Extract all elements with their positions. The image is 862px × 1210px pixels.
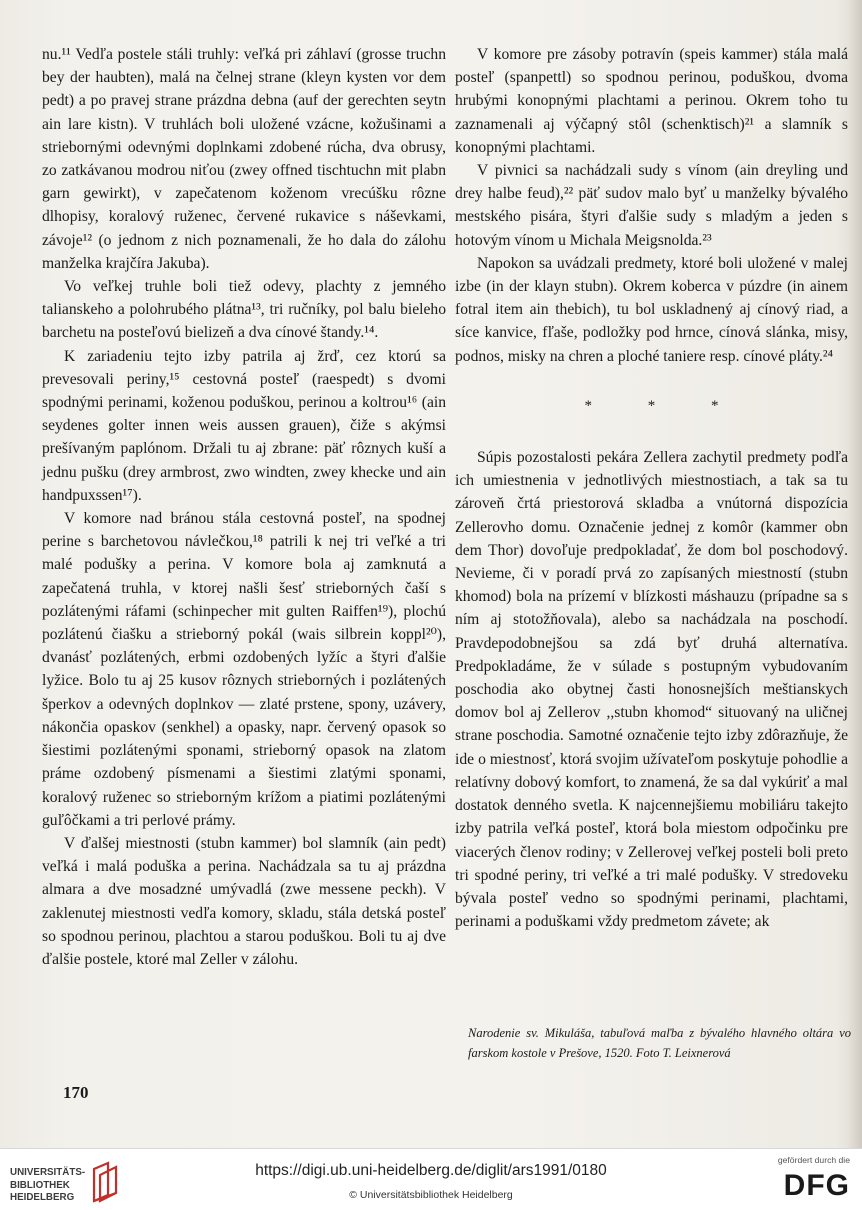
section-divider: * * *: [584, 397, 745, 414]
paragraph: V komore pre zásoby potravín (speis kammer) stála malá posteľ (spanpettl) so spodnou perinou, poduškou, dvoma hrubými konopnými plachtami a perinou. Okrem toho tu zaznamenali aj výčapný stôl (schenktisch)²¹ a slamník s konopnými plachtami.: [455, 46, 848, 156]
library-logo-text: UNIVERSITÄTS- BIBLIOTHEK HEIDELBERG: [10, 1167, 86, 1204]
paragraph: Napokon sa uvádzali predmety, ktoré boli uložené v malej izbe (in der klayn stubn). Okrem koberca v púzdre (in ainem fotral item ain thebich), tu bol uskladnený aj cínový riad, a síce kanvice, fľaše, podložky pod hrnce, cínová slánka, misy, podnos, misky na chren a ploché taniere resp. cínové pláty.²⁴: [455, 254, 848, 365]
paragraph: V komore nad bránou stála cestovná posteľ, na spodnej perine s barchetovou návlečkou,¹⁸ patrili k nej tri veľké a tri malé podušky a perina. V komore bola aj zamknutá a zapečatená truhla, v ktorej našli šesť strieborných čaší s pozlátenými ráfami (schinpecher mit gulten Raiffen¹⁹), plochú pozlátenú čiašku a strieborný pokál (wais silbrein koppl²⁰), dvanásť pozlátených, erbmi ozdobených lyžíc a štyri ďalšie lyžice. Bolo tu aj 25 kusov rôznych strieborných i pozlátených šperkov a odevných doplnkov — zlaté prstene, spony, uzávery, nákončia opaskov (senkhel) a opasky, napr. červený opasok so šiestimi pozlátenými sponami, strieborný opasok na zlatom práme ozdobený písmenami a šiestimi zlatými sponami, koralový ruženec so strieborným krížom a piatimi pozlátenými guľôčkami a tri perlové prámy.: [42, 510, 446, 829]
page-edge: [848, 0, 862, 1148]
figure-caption: Narodenie sv. Mikuláša, tabuľová maľba z bývalého hlavného oltára vo farskom kostole v Prešove, 1520. Foto T. Leixnerová: [468, 1026, 851, 1060]
right-column: [455, 43, 848, 933]
paragraph: V pivnici sa nachádzali sudy s vínom (ain dreyling und drey halbe feud),²² päť sudov malo byť u manželky bývalého mestského pisára, štyri ďalšie sudy s mladým a jeden s hotovým vínom u Michala Meigsnolda.²³: [455, 162, 848, 249]
dfg-label: gefördert durch die: [777, 1155, 850, 1165]
dfg-logo[interactable]: [752, 1155, 850, 1207]
paragraph: nu.¹¹ Vedľa postele stáli truhly: veľká pri záhlaví (grosse truchn bey der haubten), malá na čelnej strane (kleyn kysten vor dem pedt) a po pravej strane prázdna debna (auf der gerechten seytn ain lare kistn). V truhlách boli uložené vzácne, kožušinami a striebornými odevnými doplnkami zdobené rúcha, dva obrusy, zo zatkávanou modrou niťou (zwey offned tischtuchn mit plabn garn gewirkt), v zapečatenom koženom vrecúšku rôzne dlhopisy, koralový ruženec, červené rukavice s náševkami, závoje¹² (o jednom z nich poznamenali, že ho dala do zálohu manželka krajčíra Jakuba).: [42, 46, 446, 272]
paragraph: Súpis pozostalosti pekára Zellera zachytil predmety podľa ich umiestnenia v jednotlivých miestnostiach, a tak sa tu zároveň črtá priestorová skladba a vnútorná dispozícia Zellerovho domu. Označenie jednej z komôr (kammer obn dem Thor) dovoľuje predpokladať, že dom bol poschodový. Nevieme, či v poradí prvá zo zapísaných miestností (stubn khomod) bola na prízemí v blízkosti máshauzu (prípadne sa s ním aj stotožňovala), alebo sa nachádzala na poschodí. Pravdepodobnejšou sa zdá byť druhá alternatíva. Predpokladáme, že v súlade s postupným vybudovaním poschodia ako obytnej časti honosnejších meštianskych domov bol aj Zellerov ,,stubn khomod“ situovaný na uličnej strane poschodia. Samotné označenie tejto izby zdôrazňuje, že ide o miestnosť, ktorá svojim užívateľom poskytuje pohodlie a relatívny dobový komfort, to znamená, že sa dal vykúriť a mal dostatok denného svetla. K najcennejšiemu mobiliáru takejto izby patrila veľká posteľ, ktorá bola miestom odpočinku pre viacerých členov rodiny; v Zellerovej veľkej posteli boli preto tri spodné periny, tri veľké a tri malé podušky. V stredoveku bývala posteľ vedno so spodnými perinami, plachtami, perinami a poduškami vždy predmetom závete; ak: [455, 449, 848, 931]
page-url-link[interactable]: https://digi.ub.uni-heidelberg.de/diglit/ars1991/0180: [255, 1162, 607, 1179]
copyright-notice: © Universitätsbibliothek Heidelberg: [349, 1189, 513, 1201]
left-column: [42, 43, 446, 971]
dfg-wordmark: DFG: [783, 1169, 850, 1202]
viewer-footer: [0, 1148, 862, 1210]
paragraph: Vo veľkej truhle boli tiež odevy, plachty z jemného talianskeho a polohrubého plátna¹³, tri ručníky, pol balu bieleho barchetu na posteľovú bielizeň a dva cínové štandy.¹⁴.: [42, 278, 446, 342]
paragraph: V ďalšej miestnosti (stubn kammer) bol slamník (ain pedt) veľká i malá poduška a perina. Nachádzala sa tu aj prázdna almara a dve mosadzné umývadlá (zwe messene peckh). V zaklenutej miestnosti vedľa komory, skladu, stála detská posteľ so spodnou perinou, plachtou a starou poduškou. Boli tu aj dve ďalšie postele, ktoré mal Zeller v zálohu.: [42, 834, 446, 968]
paragraph: K zariadeniu tejto izby patrila aj žrď, cez ktorú sa prevesovali periny,¹⁵ cestovná posteľ (raespedt) s dvomi spodnými perinami, koženou poduškou, perinou a koltrou¹⁶ (ain seydenes golter innen weis aussen grauen), čiže s akýmsi prešívaným paplónom. Držali tu aj zbrane: päť rôznych kuší a jednu pušku (drey armbrost, zwo windten, zwey khecke und ain handpuxssen¹⁷).: [42, 347, 446, 504]
page-number: 170: [63, 1083, 89, 1102]
